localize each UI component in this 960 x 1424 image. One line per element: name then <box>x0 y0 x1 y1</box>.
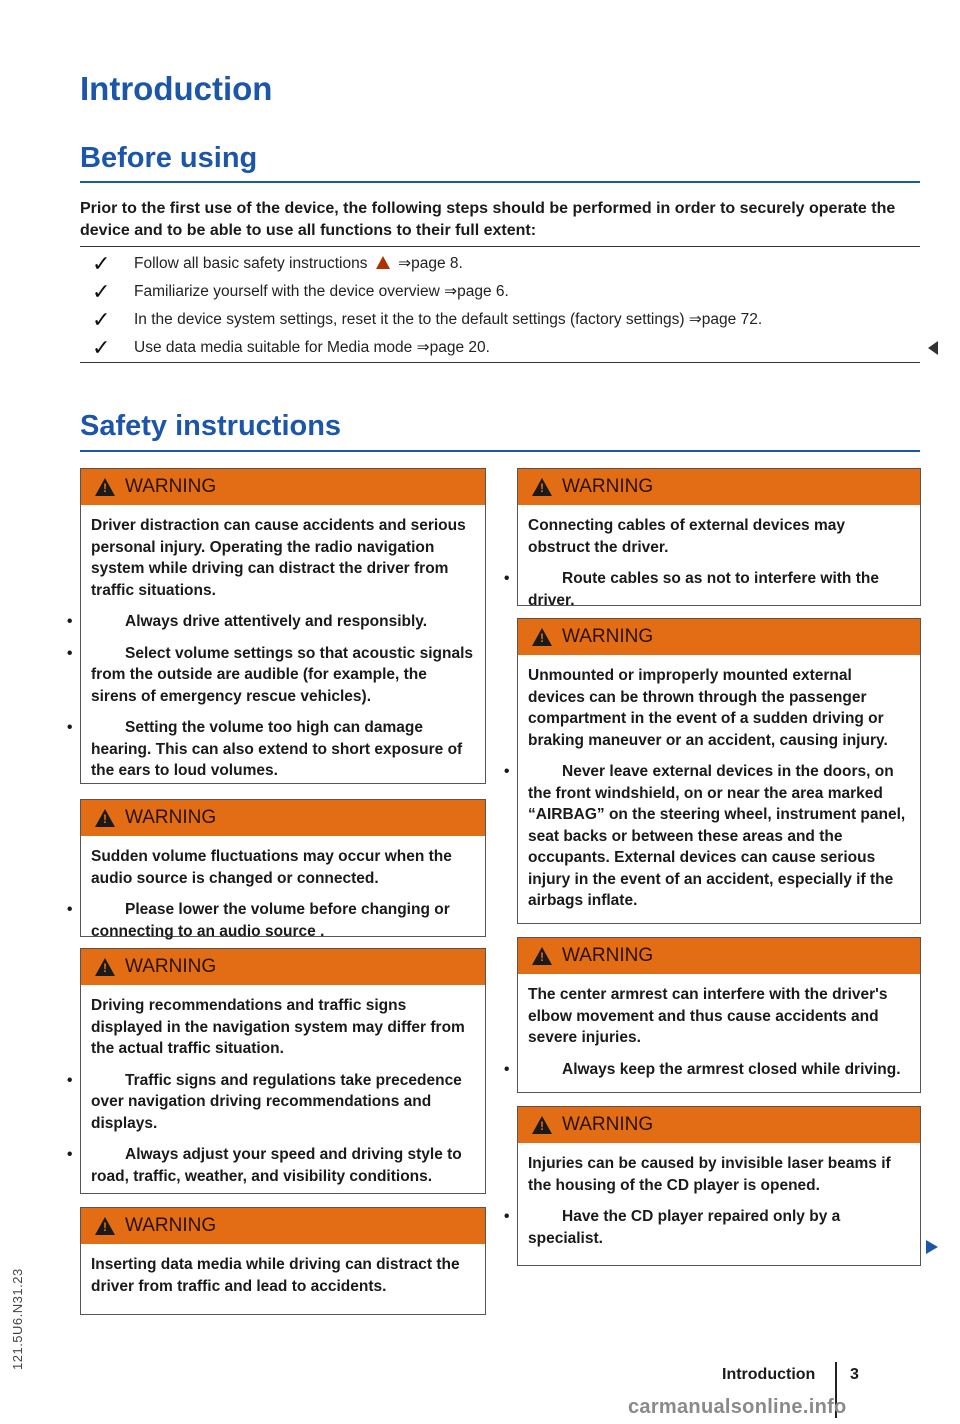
warning-header <box>518 938 920 974</box>
step-item <box>80 278 920 306</box>
warning-bullet: • Please lower the volume before changing or connecting to an audio source . <box>91 899 475 942</box>
warning-label: WARNING <box>562 476 654 497</box>
warning-box <box>80 1207 486 1315</box>
warning-bullet: • Route cables so as not to interfere with the driver. <box>528 568 910 611</box>
checkmark-icon: ✓ <box>92 307 111 332</box>
back-arrow-icon[interactable] <box>928 341 938 355</box>
warning-triangle-icon <box>376 256 390 269</box>
warning-text: Unmounted or improperly mounted external devices can be thrown through the passenger compartment in the event of a sudden driving or braking maneuver or an accident, causing injury. <box>528 667 888 749</box>
step-text: Use data media suitable for Media mode ⇒page 20. <box>134 339 490 356</box>
warning-header <box>81 1208 485 1244</box>
warning-text: Driver distraction can cause accidents and serious personal injury. Operating the radio navigation system while driving can distract the driver from traffic situations. <box>91 517 466 599</box>
warning-text: Sudden volume fluctuations may occur when the audio source is changed or connected. <box>91 848 452 887</box>
safety-instructions-title: Safety instructions <box>80 410 342 442</box>
checkmark-icon: ✓ <box>92 279 111 304</box>
before-using-title: Before using <box>80 142 258 174</box>
section-heading: Introduction <box>80 70 273 107</box>
warning-triangle-icon <box>532 628 552 646</box>
step-item <box>80 250 920 278</box>
warning-label: WARNING <box>125 807 217 828</box>
warning-bullet: • Traffic signs and regulations take precedence over navigation driving recommendations and displays. <box>91 1070 475 1135</box>
warning-bullet: • Always drive attentively and responsibly. <box>91 611 475 633</box>
document-code: 121.5U6.N31.23 <box>10 1268 25 1370</box>
warning-triangle-icon <box>95 1217 115 1235</box>
step-item <box>80 334 920 362</box>
warning-bullet: • Setting the volume too high can damage hearing. This can also extend to short exposure of the ears to loud volumes. <box>91 717 475 782</box>
checkmark-icon: ✓ <box>92 335 111 360</box>
warning-triangle-icon <box>95 958 115 976</box>
warning-text: Injuries can be caused by invisible laser beams if the housing of the CD player is opened. <box>528 1155 891 1194</box>
warning-label: WARNING <box>125 1215 217 1236</box>
warning-bullet: • Always adjust your speed and driving style to road, traffic, weather, and visibility conditions. <box>91 1144 475 1187</box>
warning-box <box>80 948 486 1194</box>
warning-bullet: • Select volume settings so that acoustic signals from the outside are audible (for example, the sirens of emergency rescue vehicles). <box>91 643 475 708</box>
continue-arrow-icon[interactable] <box>926 1240 938 1254</box>
warning-label: WARNING <box>562 945 654 966</box>
step-text: Follow all basic safety instructions <box>134 255 368 272</box>
watermark: carmanualsonline.info <box>628 1396 847 1418</box>
warning-text: The center armrest can interfere with the driver's elbow movement and thus cause accidents and severe injuries. <box>528 986 888 1046</box>
warning-header <box>518 1107 920 1143</box>
heading-rule <box>80 181 920 183</box>
warning-header <box>518 469 920 505</box>
warning-header <box>81 949 485 985</box>
page-number: 3 <box>850 1366 859 1383</box>
warning-box <box>80 799 486 940</box>
warning-text: Connecting cables of external devices may obstruct the driver. <box>528 517 846 556</box>
step-page-ref[interactable]: ⇒page 8. <box>398 255 463 272</box>
warning-label: WARNING <box>562 1114 654 1135</box>
warning-text: Inserting data media while driving can distract the driver from traffic and lead to accidents. <box>91 1256 460 1295</box>
warning-text: Driving recommendations and traffic signs displayed in the navigation system may differ from the actual traffic situation. <box>91 997 465 1057</box>
heading-rule <box>80 450 920 452</box>
warning-box <box>517 1106 921 1266</box>
warning-box <box>517 618 921 924</box>
warning-box <box>517 468 921 609</box>
warning-box <box>517 937 921 1093</box>
warning-bullet: • Never leave external devices in the doors, on the front windshield, on or near the area marked “AIRBAG” on the steering wheel, instrument panel, seat backs or between these areas and the occupants. External devices can cause serious injury in the event of an accident, especially if the airbags inflate. <box>528 761 910 912</box>
step-text: In the device system settings, reset it the to the default settings (factory settings) ⇒page 72. <box>134 311 763 328</box>
warning-triangle-icon <box>532 1116 552 1134</box>
warning-triangle-icon <box>532 947 552 965</box>
steps-divider <box>80 362 920 363</box>
warning-bullet: • Always keep the armrest closed while driving. <box>528 1059 910 1081</box>
step-item <box>80 306 920 334</box>
step-text: Familiarize yourself with the device overview ⇒page 6. <box>134 283 509 300</box>
warning-triangle-icon <box>95 478 115 496</box>
warning-label: WARNING <box>562 626 654 647</box>
warning-triangle-icon <box>532 478 552 496</box>
warning-label: WARNING <box>125 956 217 977</box>
before-using-steps <box>80 250 920 362</box>
intro-divider <box>80 246 920 247</box>
warning-header <box>81 469 485 505</box>
before-using-intro: Prior to the first use of the device, the following steps should be performed in order to securely operate the device and to be able to use all functions to their full extent: <box>80 200 896 239</box>
warning-label: WARNING <box>125 476 217 497</box>
footer-section-title: Introduction <box>722 1366 816 1383</box>
warning-bullet: • Have the CD player repaired only by a specialist. <box>528 1206 910 1249</box>
warning-header <box>81 800 485 836</box>
checkmark-icon: ✓ <box>92 251 111 276</box>
warning-header <box>518 619 920 655</box>
warning-box <box>80 468 486 784</box>
warning-triangle-icon <box>95 809 115 827</box>
